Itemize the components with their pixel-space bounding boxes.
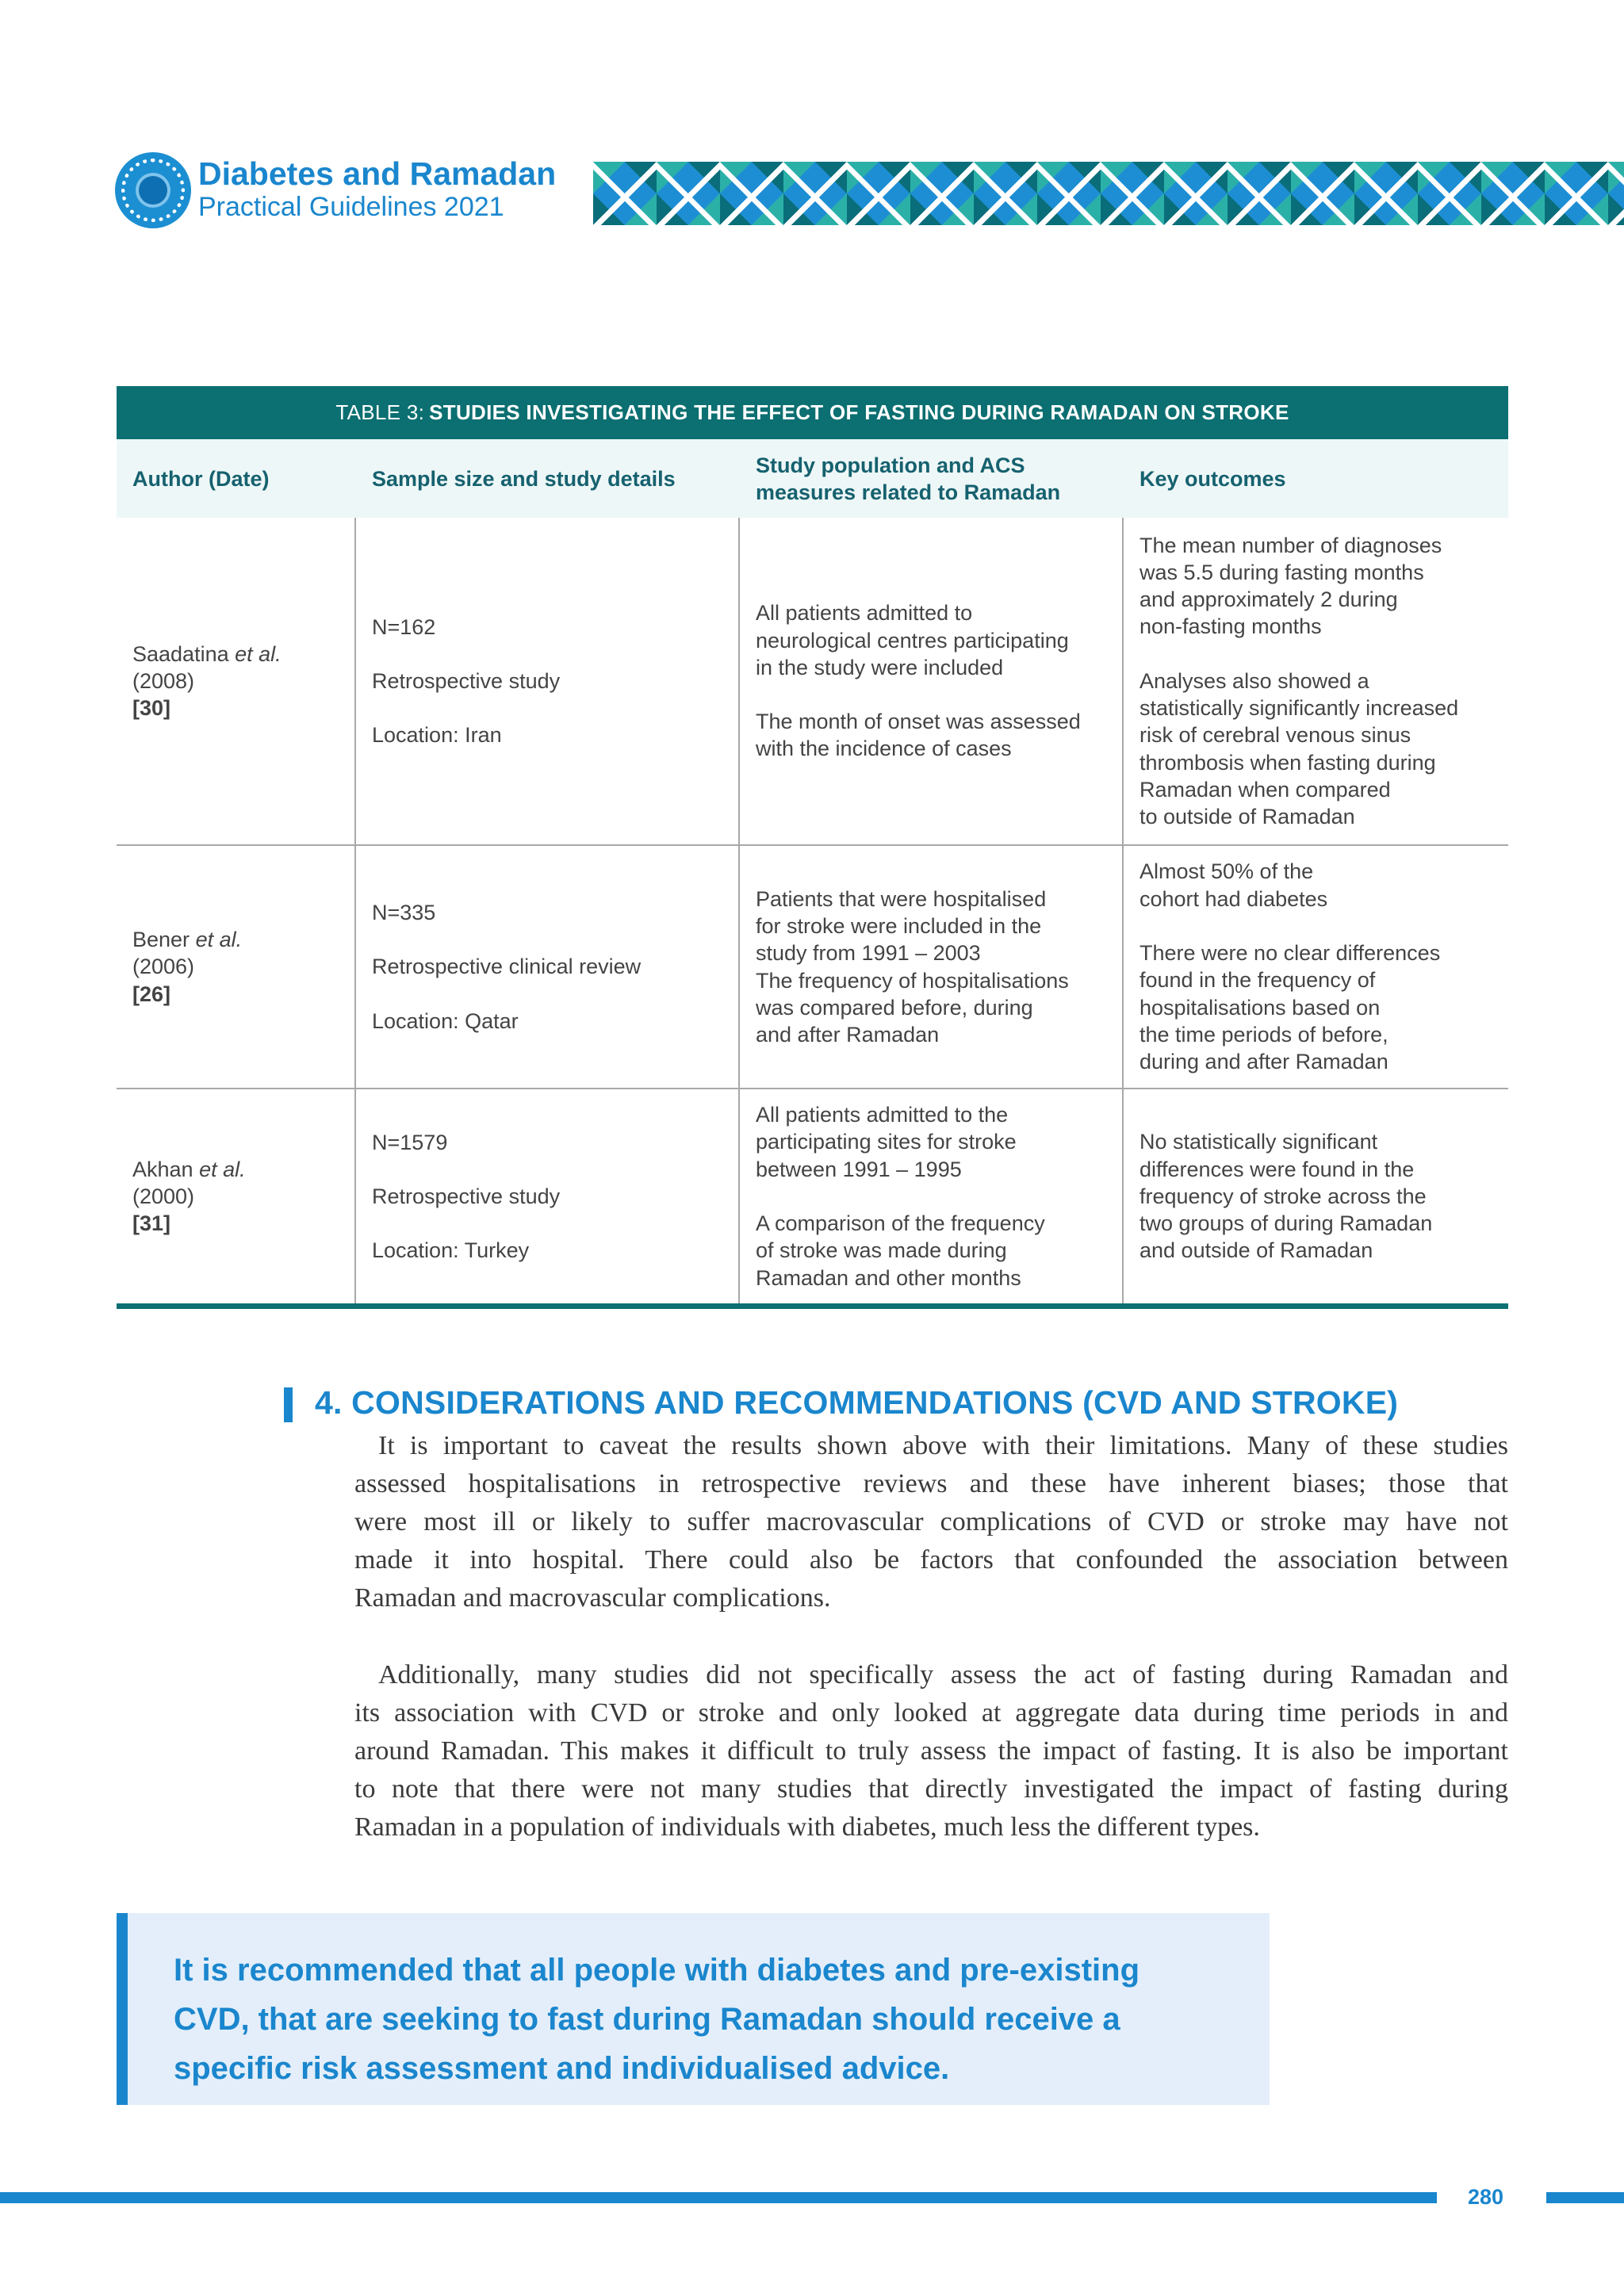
outcome-line: Almost 50% of the [1139, 859, 1314, 884]
outcome-line: and outside of Ramadan [1139, 1238, 1373, 1263]
reference-number: [26] [132, 982, 171, 1006]
study-location: Location: Qatar [372, 1008, 519, 1033]
outcome-line: risk of cerebral venous sinus [1139, 723, 1411, 748]
author-cell [117, 1089, 356, 1303]
footer-rule-left [0, 2192, 1437, 2203]
population-cell [740, 846, 1124, 1088]
population-line: The month of onset was assessed [756, 710, 1081, 734]
author-name: Bener [132, 928, 196, 952]
outcome-line: Analyses also showed a [1139, 668, 1369, 693]
recommendation-line: It is recommended that all people with diabetes and pre-existing [174, 1953, 1140, 1988]
author-name: Akhan [132, 1157, 200, 1181]
paragraph-line: to note that there were not many studies that directly investigated the impact of fasting during [354, 1774, 1508, 1804]
outcome-line: the time periods of before, [1139, 1022, 1388, 1047]
author-etal: et al. [235, 641, 282, 666]
paragraph-line: assessed hospitalisations in retrospective reviews and these have inherent biases; those that [354, 1469, 1508, 1498]
author-name: Saadatina [132, 641, 236, 666]
table-row [117, 846, 1508, 1089]
guidelines-logo-icon [115, 152, 191, 228]
outcome-cell [1124, 518, 1508, 844]
table-header-row [117, 439, 1508, 518]
sample-cell [356, 1089, 740, 1303]
outcome-line: statistically significantly increased [1139, 696, 1459, 720]
paragraph-line: made it into hospital. There could also be factors that confounded the association between [354, 1545, 1508, 1575]
reference-number: [31] [132, 1211, 171, 1236]
outcome-line: thrombosis when fasting during [1139, 750, 1436, 775]
paragraph-additional [354, 1656, 1508, 1846]
author-etal: et al. [199, 1157, 246, 1181]
decorative-pattern-band [593, 162, 1624, 225]
population-line: for stroke were included in the [756, 913, 1042, 938]
study-date: (2008) [132, 668, 195, 693]
population-line: participating sites for stroke [756, 1130, 1017, 1154]
population-line: with the incidence of cases [756, 737, 1012, 761]
paragraph-line: its association with CVD or stroke and only looked at aggregate data during time periods in and [354, 1698, 1508, 1728]
paragraph-line: It is important to caveat the results shown above with their limitations. Many of these studies [378, 1431, 1508, 1460]
page-number: 280 [1468, 2185, 1504, 2209]
sample-size: N=162 [372, 614, 436, 639]
section-heading: 4. CONSIDERATIONS AND RECOMMENDATIONS (CVD AND STROKE) [315, 1384, 1399, 1421]
header-sample: Sample size and study details [372, 466, 676, 491]
population-line: of stroke was made during [756, 1238, 1007, 1263]
paragraph-line: around Ramadan. This makes it difficult to truly assess the impact of fasting. It is also be important [354, 1736, 1508, 1766]
header-population [740, 439, 1124, 518]
paragraph-line: Additionally, many studies did not specifically assess the act of fasting during Ramadan and [378, 1660, 1508, 1689]
outcome-line: was 5.5 during fasting months [1139, 560, 1424, 584]
section-marker-bar [284, 1387, 293, 1422]
outcome-line: and approximately 2 during [1139, 587, 1398, 612]
outcome-cell [1124, 1089, 1508, 1303]
document-subtitle: Practical Guidelines 2021 [198, 192, 504, 222]
author-cell [117, 518, 356, 844]
outcome-line: to outside of Ramadan [1139, 805, 1355, 829]
table-row [117, 518, 1508, 846]
paragraph-line: Ramadan and macrovascular complications. [354, 1583, 831, 1613]
population-line: Ramadan and other months [756, 1265, 1021, 1290]
study-design: Retrospective clinical review [372, 955, 642, 979]
outcome-line: cohort had diabetes [1139, 886, 1328, 911]
sample-cell [356, 846, 740, 1088]
sample-size: N=1579 [372, 1130, 448, 1154]
population-line: between 1991 – 1995 [756, 1157, 962, 1181]
table-row [117, 1089, 1508, 1309]
header-population-line: Study population and ACS [756, 453, 1025, 477]
study-location: Location: Turkey [372, 1238, 530, 1263]
table-caption-title: STUDIES INVESTIGATING THE EFFECT OF FASTING DURING RAMADAN ON STROKE [429, 400, 1289, 424]
paragraph-line: were most ill or likely to suffer macrovascular complications of CVD or stroke may have not [354, 1507, 1508, 1536]
population-line: neurological centres participating [756, 628, 1069, 652]
paragraph-limitations [354, 1427, 1508, 1617]
studies-table [117, 386, 1508, 1309]
study-location: Location: Iran [372, 723, 502, 748]
outcome-line: hospitalisations based on [1139, 995, 1381, 1020]
population-line: and after Ramadan [756, 1023, 940, 1047]
table-caption [117, 386, 1508, 439]
header-author: Author (Date) [132, 466, 270, 491]
population-line: in the study were included [756, 655, 1004, 679]
study-date: (2000) [132, 1184, 195, 1208]
outcome-line: The mean number of diagnoses [1139, 533, 1442, 557]
recommendation-line: CVD, that are seeking to fast during Ramadan should receive a [174, 2002, 1120, 2037]
author-cell [117, 846, 356, 1088]
population-line: All patients admitted to the [756, 1103, 1009, 1127]
sample-cell [356, 518, 740, 844]
study-design: Retrospective study [372, 1184, 561, 1208]
population-line: All patients admitted to [756, 601, 973, 626]
outcome-line: There were no clear differences [1139, 941, 1441, 966]
population-line: study from 1991 – 2003 [756, 941, 981, 966]
outcome-cell [1124, 846, 1508, 1088]
outcome-line: frequency of stroke across the [1139, 1184, 1427, 1208]
sample-size: N=335 [372, 901, 436, 925]
outcome-line: during and after Ramadan [1139, 1050, 1388, 1074]
population-cell [740, 518, 1124, 844]
header-outcomes: Key outcomes [1139, 466, 1286, 491]
study-design: Retrospective study [372, 668, 561, 693]
paragraph-line: Ramadan in a population of individuals with diabetes, much less the different types. [354, 1812, 1260, 1842]
author-etal: et al. [195, 928, 243, 952]
table-caption-prefix: TABLE 3: [335, 400, 425, 424]
outcome-line: differences were found in the [1139, 1157, 1415, 1181]
population-line: A comparison of the frequency [756, 1211, 1045, 1235]
outcome-line: non-fasting months [1139, 614, 1322, 639]
outcome-line: two groups of during Ramadan [1139, 1211, 1433, 1236]
population-line: The frequency of hospitalisations [756, 968, 1069, 993]
recommendation-line: specific risk assessment and individualised advice. [174, 2051, 950, 2086]
outcome-line: No statistically significant [1139, 1130, 1378, 1154]
outcome-line: Ramadan when compared [1139, 777, 1391, 802]
study-date: (2006) [132, 955, 195, 979]
population-line: Patients that were hospitalised [756, 886, 1047, 911]
document-title: Diabetes and Ramadan [198, 155, 557, 192]
population-line: was compared before, during [756, 995, 1033, 1020]
header-population-line: measures related to Ramadan [756, 480, 1061, 504]
population-cell [740, 1089, 1124, 1303]
recommendation-callout [117, 1913, 1270, 2105]
reference-number: [30] [132, 696, 171, 721]
footer-rule-right [1546, 2192, 1624, 2203]
outcome-line: found in the frequency of [1139, 968, 1376, 993]
